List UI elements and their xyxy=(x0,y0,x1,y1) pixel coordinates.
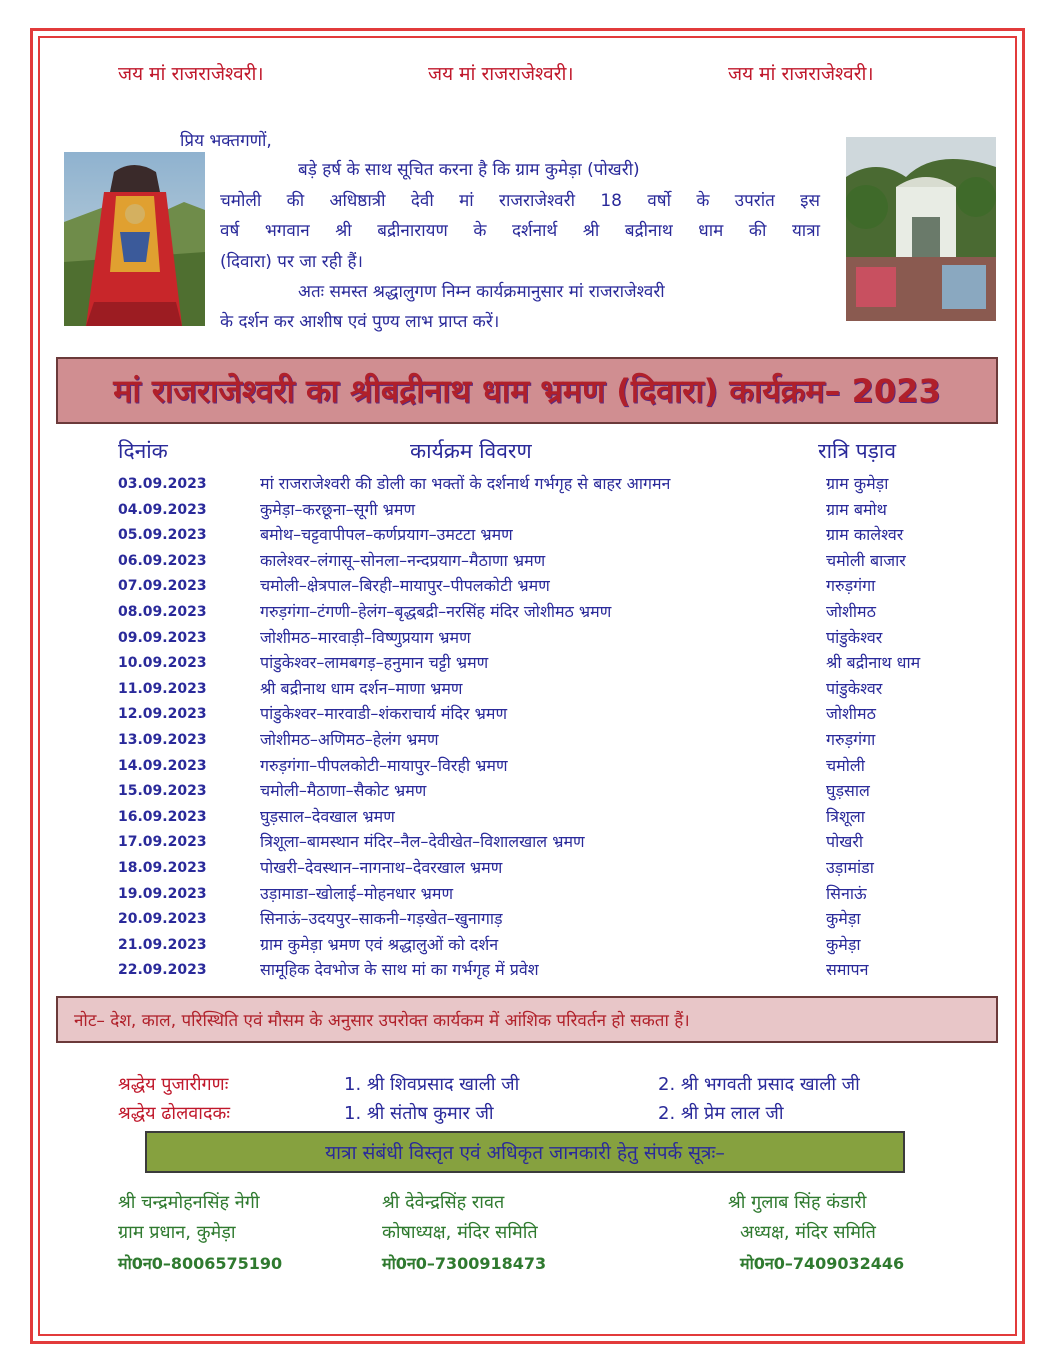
row-date: 21.09.2023 xyxy=(118,936,207,953)
header-halt: रात्रि पड़ाव xyxy=(818,439,897,463)
table-row xyxy=(0,828,1055,854)
row-halt: ग्राम कालेश्वर xyxy=(826,525,904,545)
row-date: 16.09.2023 xyxy=(118,808,207,825)
row-date: 12.09.2023 xyxy=(118,706,207,723)
greeting-right: जय मां राजराजेश्वरी। xyxy=(728,63,874,85)
row-date: 11.09.2023 xyxy=(118,680,207,697)
row-halt: पोखरी xyxy=(826,832,864,852)
row-date: 03.09.2023 xyxy=(118,476,207,492)
row-program: गरुड़गंगा–पीपलकोटी–मायापुर–विरही भ्रमण xyxy=(260,755,508,775)
letter-para1-line3: वर्ष भगवान श्री बद्रीनारायण के दर्शनार्थ श्री बद्रीनाथ धाम की यात्रा xyxy=(220,221,820,241)
table-row xyxy=(0,777,1055,803)
row-date: 06.09.2023 xyxy=(118,552,207,569)
contact-3-phone: मो0न0–7409032446 xyxy=(740,1254,905,1273)
table-row xyxy=(0,521,1055,547)
temple-photo xyxy=(846,137,996,321)
table-row xyxy=(0,496,1055,522)
row-halt: समापन xyxy=(826,960,869,980)
row-halt: घुड़साल xyxy=(826,781,870,801)
row-halt: जोशीमठ xyxy=(826,602,876,621)
row-date: 09.09.2023 xyxy=(118,629,207,646)
row-halt: ग्राम बमोथ xyxy=(826,499,887,519)
row-halt: चमोली xyxy=(826,755,865,775)
row-halt: गरुड़गंगा xyxy=(826,576,876,596)
row-program: कुमेड़ा–करछूना–सूगी भ्रमण xyxy=(260,499,416,519)
table-row xyxy=(0,470,1055,496)
priest-name-2: 2. श्री भगवती प्रसाद खाली जी xyxy=(658,1074,860,1095)
program-title: मां राजराजेश्वरी का श्रीबद्रीनाथ धाम भ्रमण (दिवारा) कार्यक्रम– 2023 xyxy=(113,372,941,410)
row-date: 19.09.2023 xyxy=(118,885,207,902)
table-row xyxy=(0,649,1055,675)
greeting-left: जय मां राजराजेश्वरी। xyxy=(118,63,264,85)
row-halt: पांडुकेश्वर xyxy=(826,678,883,698)
table-row xyxy=(0,752,1055,778)
note-box xyxy=(56,996,998,1043)
contact-1-role: ग्राम प्रधान, कुमेड़ा xyxy=(118,1222,236,1243)
row-program: घुड़साल–देवखाल भ्रमण xyxy=(260,806,395,826)
table-row xyxy=(0,931,1055,957)
row-program: गरुड़गंगा–टंगणी–हेलंग–बृद्धबद्री–नरसिंह मंदिर जोशीमठ भ्रमण xyxy=(260,602,612,621)
contact-2-role: कोषाध्यक्ष, मंदिर समिति xyxy=(382,1222,538,1243)
letter-para2-line1: अतः समस्त श्रद्धालुगण निम्न कार्यक्रमानुसार मां राजराजेश्वरी xyxy=(298,282,665,302)
row-date: 17.09.2023 xyxy=(118,834,207,851)
title-banner xyxy=(56,357,998,424)
row-halt: चमोली बाजार xyxy=(826,550,906,570)
row-date: 20.09.2023 xyxy=(118,911,207,928)
table-row xyxy=(0,880,1055,906)
row-halt: पांडुकेश्वर xyxy=(826,627,883,647)
contact-1-name: श्री चन्द्रमोहनसिंह नेगी xyxy=(118,1192,260,1213)
row-date: 13.09.2023 xyxy=(118,732,207,748)
note-text: नोट– देश, काल, परिस्थिति एवं मौसम के अनुसार उपरोक्त कार्यकम में आंशिक परिवर्तन हो सकता हैं। xyxy=(74,1011,690,1031)
table-row xyxy=(0,598,1055,624)
row-date: 04.09.2023 xyxy=(118,501,207,518)
row-program: सिनाऊं–उदयपुर–साकनी–गड़खेत–खुनागाड़ xyxy=(260,909,503,929)
table-row xyxy=(0,624,1055,650)
drummer-name-1: 1. श्री संतोष कुमार जी xyxy=(344,1103,494,1124)
row-halt: कुमेड़ा xyxy=(826,909,861,929)
row-program: पांडुकेश्वर–मारवाडी–शंकराचार्य मंदिर भ्रमण xyxy=(260,704,508,724)
contact-2-name: श्री देवेन्द्रसिंह रावत xyxy=(382,1192,505,1213)
row-date: 14.09.2023 xyxy=(118,757,207,774)
contact-1-phone: मो0न0–8006575190 xyxy=(118,1254,283,1273)
row-date: 22.09.2023 xyxy=(118,962,207,979)
row-halt: जोशीमठ xyxy=(826,704,876,724)
row-program: त्रिशूला–बामस्थान मंदिर–नैल–देवीखेत–विशालखाल भ्रमण xyxy=(260,832,585,852)
row-program: श्री बद्रीनाथ धाम दर्शन–माणा भ्रमण xyxy=(260,678,463,698)
contact-3-name: श्री गुलाब सिंह कंडारी xyxy=(728,1192,867,1213)
row-date: 05.09.2023 xyxy=(118,527,207,544)
letter-salutation: प्रिय भक्तगणों, xyxy=(180,131,272,151)
row-program: उड़ामाडा–खोलाई–मोहनधार भ्रमण xyxy=(260,883,454,903)
table-row xyxy=(0,700,1055,726)
priest-name-1: 1. श्री शिवप्रसाद खाली जी xyxy=(344,1074,520,1095)
letter-para1-line4: (दिवारा) पर जा रही हैं। xyxy=(220,252,363,272)
row-program: जोशीमठ–अणिमठ–हेलंग भ्रमण xyxy=(260,730,439,749)
row-program: चमोली–मैठाणा–सैकोट भ्रमण xyxy=(260,781,427,801)
contact-heading-bar xyxy=(145,1131,905,1173)
row-program: पांडुकेश्वर–लामबगड़–हनुमान चट्टी भ्रमण xyxy=(260,653,489,673)
header-program: कार्यक्रम विवरण xyxy=(410,439,532,463)
header-date: दिनांक xyxy=(118,439,168,463)
contact-3-role: अध्यक्ष, मंदिर समिति xyxy=(740,1222,876,1243)
row-program: पोखरी–देवस्थान–नागनाथ–देवरखाल भ्रमण xyxy=(260,858,503,877)
letter-para1-line2: चमोली की अधिष्ठात्री देवी मां राजराजेश्वरी 18 वर्षो के उपरांत इस xyxy=(220,191,820,211)
row-program: कालेश्वर–लंगासू–सोनला–नन्दप्रयाग–मैठाणा भ्रमण xyxy=(260,550,546,570)
table-row xyxy=(0,905,1055,931)
deity-doli-photo xyxy=(64,152,205,326)
row-program: बमोथ–चट्टवापीपल–कर्णप्रयाग–उमटटा भ्रमण xyxy=(260,525,513,545)
row-halt: कुमेड़ा xyxy=(826,934,861,954)
row-halt: उड़ामांडा xyxy=(826,858,874,877)
table-row xyxy=(0,726,1055,752)
drummer-name-2: 2. श्री प्रेम लाल जी xyxy=(658,1103,784,1124)
table-row xyxy=(0,854,1055,880)
letter-para2-line2: के दर्शन कर आशीष एवं पुण्य लाभ प्राप्त करें। xyxy=(220,312,500,332)
greeting-center: जय मां राजराजेश्वरी। xyxy=(428,63,574,85)
row-date: 10.09.2023 xyxy=(118,655,207,672)
row-halt: सिनाऊं xyxy=(826,883,867,903)
drummers-label: श्रद्धेय ढोलवादकः xyxy=(118,1103,230,1124)
priests-label: श्रद्धेय पुजारीगणः xyxy=(118,1074,229,1095)
table-row xyxy=(0,547,1055,573)
row-date: 18.09.2023 xyxy=(118,860,207,876)
contact-2-phone: मो0न0–7300918473 xyxy=(382,1254,547,1273)
contact-heading: यात्रा संबंधी विस्तृत एवं अधिकृत जानकारी हेतु संपर्क सूत्रः– xyxy=(325,1142,725,1164)
row-halt: ग्राम कुमेड़ा xyxy=(826,474,889,493)
row-date: 15.09.2023 xyxy=(118,783,207,800)
row-date: 08.09.2023 xyxy=(118,604,207,620)
table-row xyxy=(0,803,1055,829)
row-program: ग्राम कुमेड़ा भ्रमण एवं श्रद्धालुओं को दर्शन xyxy=(260,934,499,954)
table-row xyxy=(0,572,1055,598)
row-halt: गरुड़गंगा xyxy=(826,730,876,749)
row-date: 07.09.2023 xyxy=(118,578,207,595)
table-row xyxy=(0,956,1055,982)
row-program: चमोली–क्षेत्रपाल–बिरही–मायापुर–पीपलकोटी भ्रमण xyxy=(260,576,550,596)
letter-para1-line1: बड़े हर्ष के साथ सूचित करना है कि ग्राम कुमेड़ा (पोखरी) xyxy=(298,160,640,180)
row-program: सामूहिक देवभोज के साथ मां का गर्भगृह में प्रवेश xyxy=(260,960,539,980)
row-program: जोशीमठ–मारवाड़ी–विष्णुप्रयाग भ्रमण xyxy=(260,627,471,647)
row-halt: श्री बद्रीनाथ धाम xyxy=(826,653,921,673)
table-row xyxy=(0,675,1055,701)
row-program: मां राजराजेश्वरी की डोली का भक्तों के दर्शनार्थ गर्भगृह से बाहर आगमन xyxy=(260,474,671,493)
row-halt: त्रिशूला xyxy=(826,806,865,826)
